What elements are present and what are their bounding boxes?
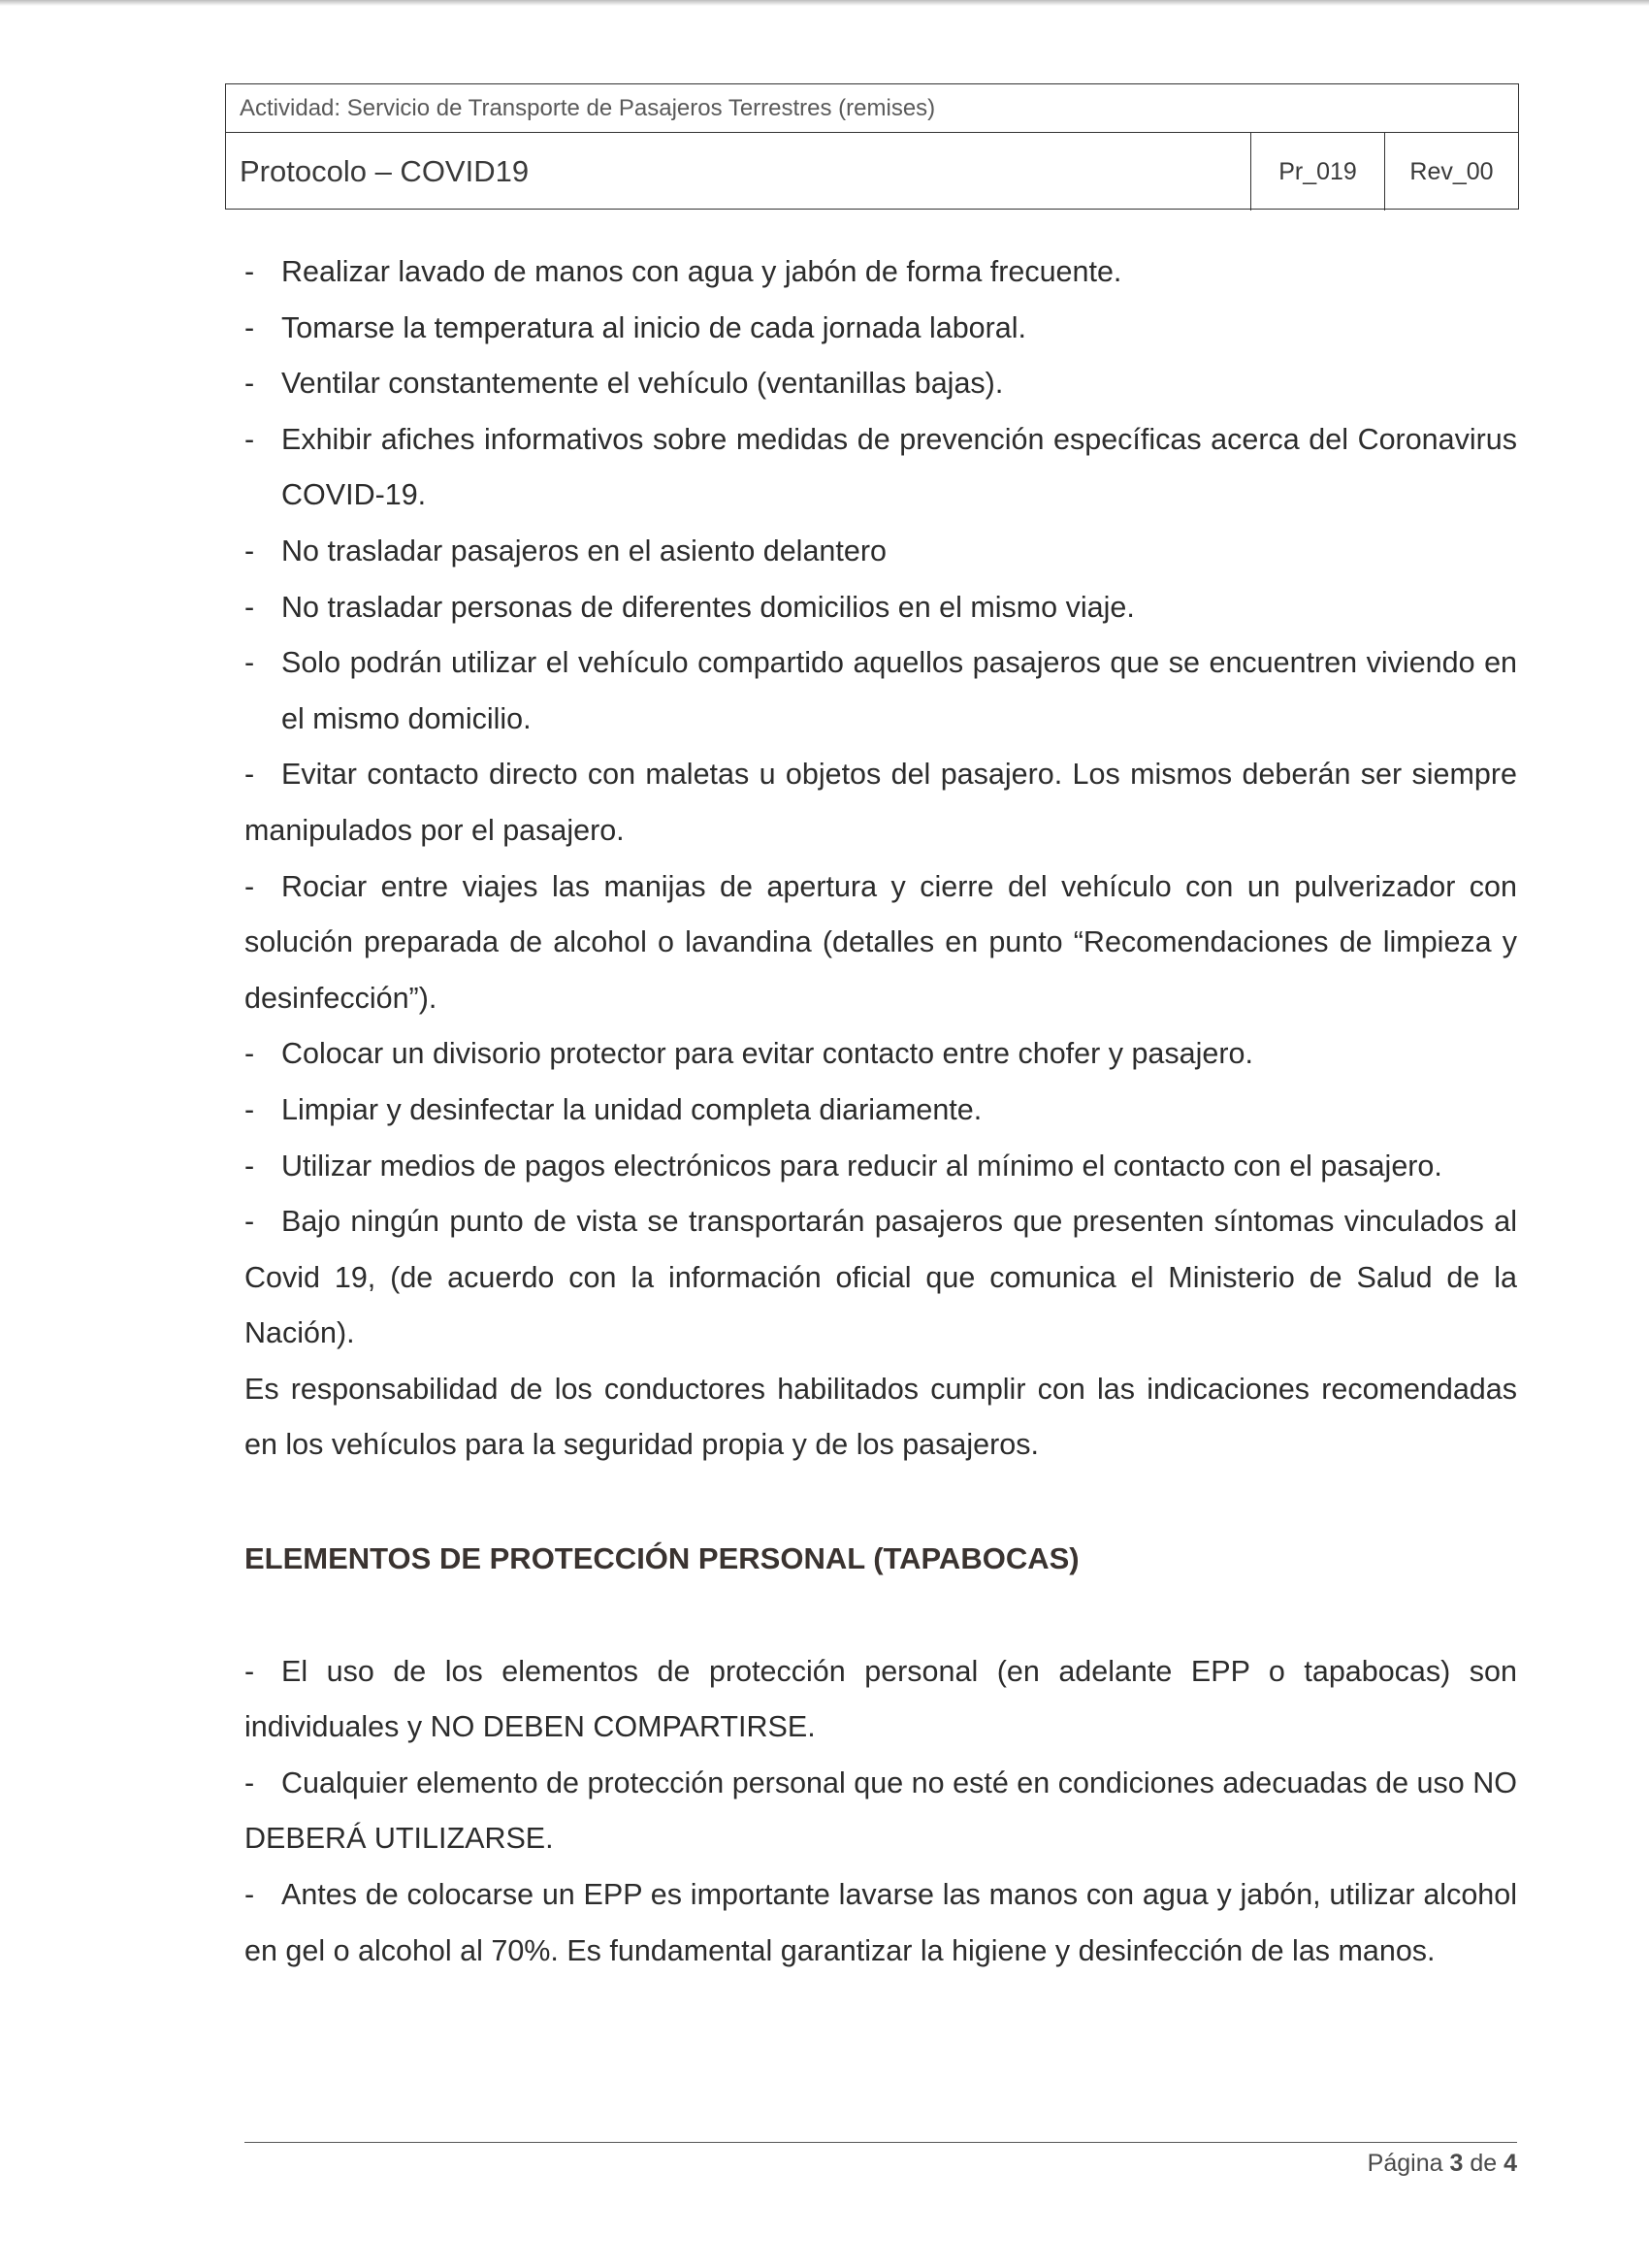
bullet-dash: -: [244, 869, 255, 903]
page-current: 3: [1449, 2150, 1464, 2177]
section-spacer: [244, 1474, 1517, 1531]
section-heading: ELEMENTOS DE PROTECCIÓN PERSONAL (TAPABOCAS): [244, 1541, 1080, 1576]
bullet-dash: -: [244, 310, 255, 344]
bullet-dash: -: [244, 1878, 255, 1912]
list-item: [244, 859, 1517, 1027]
bullet-dash: -: [244, 1766, 255, 1799]
list-item: [244, 1026, 1517, 1083]
bullet-dash: -: [244, 1092, 255, 1126]
list-item-text: Evitar contacto directo con maletas u objetos del pasajero. Los mismos deberán ser siempre manipulados por el pasajero.: [244, 758, 1517, 847]
list-item-text: No trasladar pasajeros en el asiento delantero: [281, 534, 887, 567]
list-item: [244, 356, 1517, 412]
bullet-dash: -: [244, 367, 255, 401]
bullet-dash: -: [244, 646, 255, 680]
bullet-dash: -: [244, 1654, 255, 1688]
document-body: [244, 244, 1517, 1979]
list-item: [244, 244, 1517, 301]
list-item: [244, 1644, 1517, 1756]
list-item-text: Cualquier elemento de protección personal que no esté en condiciones adecuadas de uso NO DEBERÁ UTILIZARSE.: [244, 1766, 1517, 1856]
list-item: [244, 580, 1517, 636]
protocol-code: Pr_019: [1250, 133, 1384, 211]
page-number: [1368, 2150, 1517, 2178]
list-item: [244, 1867, 1517, 1979]
list-item-text: Utilizar medios de pagos electrónicos para reducir al mínimo el contacto con el pasajero.: [281, 1149, 1442, 1183]
list-item-text: Ventilar constantemente el vehículo (ventanillas bajas).: [281, 367, 1004, 401]
list-item-text: Limpiar y desinfectar la unidad completa diariamente.: [281, 1092, 983, 1126]
list-item-text: Antes de colocarse un EPP es importante lavarse las manos con agua y jabón, utilizar alcohol en gel o alcohol al 70%. Es fundamental garantizar la higiene y desinfección de las manos.: [244, 1878, 1517, 1967]
list-item: [244, 747, 1517, 859]
list-item: [244, 1194, 1517, 1362]
list-item: [244, 524, 1517, 580]
closing-paragraph: Es responsabilidad de los conductores habilitados cumplir con las indicaciones recomendadas en los vehículos para la seguridad propia y de los pasajeros.: [244, 1372, 1517, 1462]
list-item-text: Solo podrán utilizar el vehículo compartido aquellos pasajeros que se encuentren viviendo en el mismo domicilio.: [281, 646, 1517, 735]
list-item-text: No trasladar personas de diferentes domicilios en el mismo viaje.: [281, 590, 1135, 624]
bullet-dash: -: [244, 422, 255, 456]
footer-divider: [244, 2142, 1517, 2143]
list-item: [244, 635, 1517, 747]
list-item-text: El uso de los elementos de protección personal (en adelante EPP o tapabocas) son individuales y NO DEBEN COMPARTIRSE.: [244, 1654, 1517, 1744]
list-item-text: Colocar un divisorio protector para evitar contacto entre chofer y pasajero.: [281, 1037, 1253, 1071]
activity-label: Actividad: Servicio de Transporte de Pasajeros Terrestres (remises): [240, 94, 936, 121]
bullet-dash: -: [244, 534, 255, 567]
list-item: [244, 301, 1517, 357]
section-spacer: [244, 1587, 1517, 1644]
bullet-dash: -: [244, 590, 255, 624]
bullet-dash: -: [244, 1037, 255, 1071]
list-item: [244, 1756, 1517, 1867]
list-item: [244, 1083, 1517, 1139]
list-item-text: Realizar lavado de manos con agua y jabón de forma frecuente.: [281, 255, 1122, 288]
protocol-revision: Rev_00: [1384, 133, 1518, 211]
bullet-dash: -: [244, 255, 255, 288]
bullet-dash: -: [244, 1205, 255, 1239]
bullet-dash: -: [244, 1149, 255, 1183]
list-item: [244, 412, 1517, 524]
list-item-text: Exhibir afiches informativos sobre medidas de prevención específicas acerca del Coronavirus COVID-19.: [281, 422, 1517, 512]
list-item-text: Tomarse la temperatura al inicio de cada jornada laboral.: [281, 310, 1027, 344]
page-of-label: de: [1470, 2150, 1498, 2177]
activity-row: [226, 84, 1518, 133]
protocol-title: Protocolo – COVID19: [240, 154, 530, 188]
list-item-text: Rociar entre viajes las manijas de apertura y cierre del vehículo con un pulverizador con solución preparada de alcohol o lavandina (detalles en punto “Recomendaciones de limpieza y desinfección”).: [244, 869, 1517, 1015]
scan-edge: [0, 0, 1649, 6]
page-label: Página: [1367, 2150, 1443, 2177]
list-item: [244, 1139, 1517, 1195]
page-total: 4: [1504, 2150, 1517, 2177]
list-item-text: Bajo ningún punto de vista se transportarán pasajeros que presenten síntomas vinculados al Covid 19, (de acuerdo con la información oficial que comunica el Ministerio de Salud de la Nación).: [244, 1205, 1517, 1350]
bullet-dash: -: [244, 758, 255, 792]
document-header-table: [225, 83, 1519, 210]
protocol-row: [226, 133, 1518, 211]
